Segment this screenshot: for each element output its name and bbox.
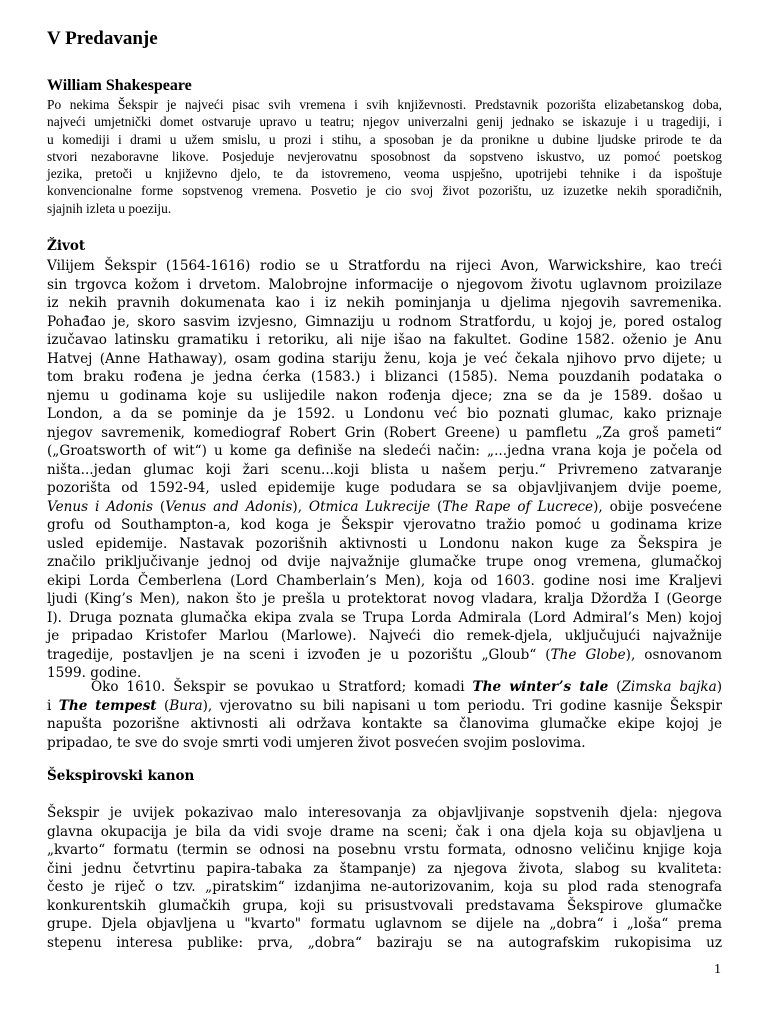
text-line: stepenu interesa publike: prva, „dobra“ baziraju se na autografskim rukopisima uz	[47, 934, 722, 951]
text-fragment: ), obije posvećene	[593, 498, 723, 515]
page-title: V Predavanje	[47, 28, 158, 49]
text-line: grofu od Southampton-a, kod koga je Šekspir vjerovatno tražio pomoć u godinama krize	[47, 517, 722, 533]
poem-title: Venus i Adonis	[47, 498, 153, 515]
text-line: Po nekima Šekspir je najveći pisac svih vremena i svih književnosti. Predstavnik pozorišta elizabetanskog doba,	[47, 97, 722, 112]
text-line: ljudi (King’s Men), nakon što je prešla u protektorat novog vladara, kralja Džordža I (George	[47, 591, 722, 607]
section-heading-zivot: Život	[47, 238, 86, 254]
text-line: Hatvej (Anne Hathaway), osam godina stariju ženu, koja je već čekala njihovo prvo dijete; u	[47, 350, 722, 367]
text-line: iz nekih pravnih dokumenata kao i iz nekih pominjanja u djelima njegovih savremenika.	[47, 295, 722, 311]
text-line: njemu u godinama koje su uslijedile nakon rođenja djece; zna se da je 1589. došao u	[47, 387, 722, 404]
text-line: glavna okupacija je bila da vidi svoje drame na sceni; čak i ona djela koja su objavljena u	[47, 823, 722, 840]
text-fragment: Oko 1610. Šekspir se povukao u Stratford; komadi	[91, 679, 473, 695]
text-line: ekipi Lorda Čemberlena (Lord Chamberlain’s Men), koja od 1603. godine nosi ime Kraljevi	[47, 572, 722, 589]
text-line	[47, 678, 722, 697]
page-number: 1	[714, 962, 721, 977]
text-fragment: (	[156, 697, 170, 714]
text-fragment: (	[608, 679, 622, 695]
poem-title: Otmica Lukrecije	[308, 498, 431, 515]
poem-title: The Rape of Lucrece	[442, 498, 594, 515]
text-line: sjajnih izleta u poeziju.	[47, 200, 172, 216]
text-fragment: (	[430, 498, 443, 515]
text-fragment: (	[153, 498, 166, 515]
text-line: ništa...jedan glumac koji žari scenu...koji blista u našem perju.“ Privremeno zatvaranje	[47, 461, 722, 478]
zivot-paragraph	[47, 257, 722, 683]
play-title: The winter’s tale	[472, 679, 609, 695]
kanon-paragraph	[47, 804, 722, 952]
text-fragment: ), osnovanom	[625, 646, 722, 663]
text-line: tom braku rođena je jedna ćerka (1583.) i blizanci (1585). Nema pouzdanih podataka o	[47, 369, 722, 385]
text-fragment: tragedije, postavljen je na sceni i izvođen je u pozorištu „Gloub“ (	[47, 646, 551, 663]
text-line: Šekspir je uvijek pokazivao malo interesovanja za objavljivanje sopstvenih djela: njegova	[47, 805, 722, 821]
text-line: pozorišta od 1592-94, usled epidemije kuge podudara se sa objavljivanjem dvije poeme,	[47, 480, 722, 496]
section-heading-kanon: Šekspirovski kanon	[47, 768, 195, 784]
play-title: The tempest	[58, 697, 157, 714]
text-line: jezika, pretoči u književno djelo, te da istovremeno, veoma uspješno, upotrijebi tehnike i da ispoštuje	[47, 166, 722, 182]
text-line: konkurentskih glumačkih grupa, koji su prisustvovali predstavama Šekspirove glumačke	[47, 897, 722, 914]
text-line: Pohađao je, skoro sasvim izvjesno, Gimnaziju u rodnom Stratfordu, u kojoj je, pored ostalog	[47, 313, 722, 330]
text-line	[47, 697, 722, 716]
text-fragment: )	[716, 679, 722, 695]
text-line: grupe. Djela objavljena u "kvarto" formatu uglavnom se dijele na „dobra“ i „loša“ prema	[47, 916, 722, 932]
text-line: usled epidemije. Nastavak pozorišnih aktivnosti u Londonu nakon kuge za Šekspira je	[47, 535, 722, 552]
text-line: 1599. godine.	[47, 665, 142, 681]
text-fragment: ),	[292, 498, 309, 515]
text-line: najveći umjetnički domet ostvaruje upravo u teatru; njegov univerzalni genij jednako se iskazuje i u tragediji, i	[47, 114, 722, 130]
author-heading: William Shakespeare	[47, 77, 192, 94]
text-line: značilo priključivanje jednoj od dvije najvažnije glumačke trupe onog vremena, glumačkoj	[47, 554, 722, 570]
stratford-paragraph	[47, 678, 722, 752]
text-line: Vilijem Šekspir (1564-1616) rodio se u Stratfordu na rijeci Avon, Warwickshire, kao treći	[47, 258, 722, 274]
text-line: često je riječ o tzv. „piratskim“ izdanjima ne-autorizovanim, koja su plod rada stenografa	[47, 879, 722, 895]
text-line: napušta pozorišne aktivnosti ali održava kontakte sa članovima glumačke ekipe kojoj je	[47, 716, 722, 732]
text-line: čini jednu četvrtinu papira-tabaka za štampanje) za njegova života, slabog su kvaliteta:	[47, 860, 722, 877]
text-line: I). Druga poznata glumačka ekipa zvala se Trupa Lorda Admirala (Lord Admiral’s Men) kojoj	[47, 609, 722, 626]
text-line: je pripadao Kristofer Marlou (Marlowe). Najveći dio remek-djela, uključujući najvažnije	[47, 628, 722, 644]
text-fragment: ), vjerovatno su bili napisani u tom periodu. Tri godine kasnije Šekspir	[202, 697, 723, 714]
text-line: pripadao, te sve do svoje smrti vodi umjeren život posvećen svojim poslovima.	[47, 734, 586, 751]
globe-line	[47, 646, 722, 665]
play-title-translation: Bura	[169, 697, 203, 714]
poem-title: Venus and Adonis	[165, 498, 293, 515]
text-line: („Groatsworth of wit“) u kome ga definiše na sledeći način: „...jedna vrana koja je počela od	[47, 443, 722, 459]
text-line: sin trgovca kožom i drvetom. Malobrojne informacije o njegovom životu uglavnom proizilaze	[47, 276, 722, 293]
text-line: London, a da se pominje da je 1592. u Londonu već bio poznati glumac, kako priznaje	[47, 406, 722, 422]
intro-paragraph	[47, 96, 722, 217]
poems-line	[47, 498, 722, 517]
text-line: stvori nezaboravne likove. Posjeduje nevjerovatnu sposobnost da sopstveno iskustvo, uz pomoć poetskog	[47, 148, 722, 164]
text-fragment: i	[47, 697, 59, 714]
theatre-name: The Globe	[550, 646, 626, 663]
text-line: izučavao latinsku gramatiku i retoriku, ali nije išao na fakultet. Godine 1582. oženio je Anu	[47, 332, 722, 348]
text-line: konvencionalne forme sopstvenog vremena. Posvetio je cio svoj život pozorištu, uz izuzetke nekih sporadičnih,	[47, 183, 722, 199]
play-title-translation: Zimska bajka	[621, 679, 717, 695]
text-line: u komediji i drami u užem smislu, u prozi i stihu, a sposoban je da pronikne u dubine ljudske prirode te da	[47, 131, 722, 147]
text-line: „kvarto“ formatu (termin se odnosi na posebnu vrstu formata, odnosno veličinu knjige koja	[47, 842, 722, 858]
text-line: njegov savremenik, komediograf Robert Grin (Robert Greene) u pamfletu „Za groš pameti“	[47, 424, 722, 441]
